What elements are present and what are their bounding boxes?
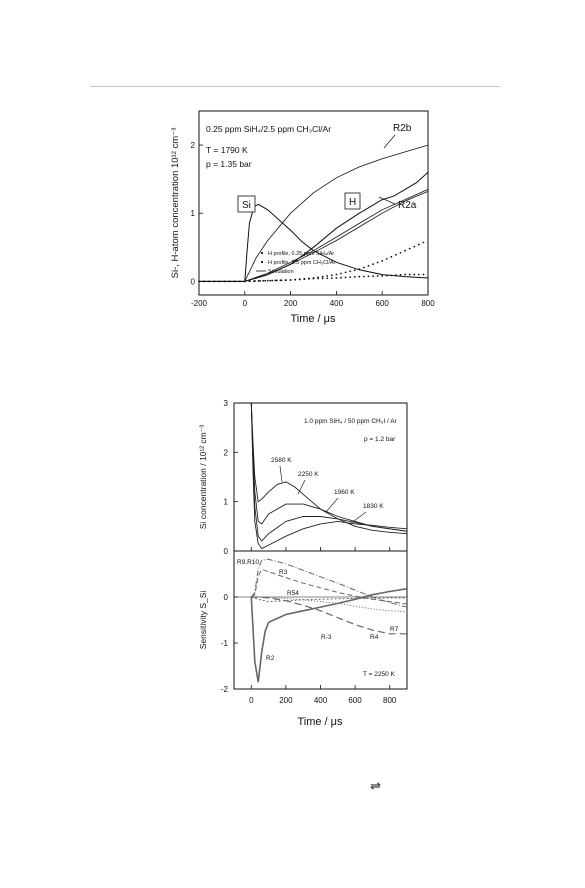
legend-dot-1 [261, 252, 263, 254]
figure-si-sensitivity [188, 392, 418, 738]
sensitivity-r3-line [251, 559, 407, 607]
x-tick-label: 800 [383, 696, 397, 705]
y-tick-label: 1 [190, 209, 195, 219]
data-point [386, 275, 388, 277]
x-tick-label: 400 [313, 696, 328, 705]
data-point [349, 276, 351, 278]
data-point [354, 276, 356, 278]
data-point [303, 278, 305, 280]
data-point [377, 262, 379, 264]
label-1830k: 1830 K [363, 503, 384, 510]
x-tick-label: 0 [242, 299, 248, 308]
data-point [381, 275, 383, 277]
data-point [229, 280, 231, 282]
data-point [390, 274, 392, 276]
bottom-y-tick-label: -1 [220, 639, 228, 648]
legend-entry-2: H profile, 2.5 ppm CH₃Cl/Ar [268, 260, 336, 266]
data-point [322, 276, 324, 278]
y-tick-label: 0 [190, 277, 195, 287]
data-point [377, 275, 379, 277]
data-point [269, 280, 271, 282]
data-point [395, 274, 397, 276]
r2b-pointer [384, 135, 395, 148]
data-point [368, 275, 370, 277]
data-point [313, 277, 315, 279]
top-y-tick-label: 0 [223, 547, 228, 556]
top-y-tick-label: 1 [223, 497, 228, 507]
data-point [368, 265, 370, 267]
top-y-tick-label: 2 [223, 448, 228, 458]
data-point [259, 280, 261, 282]
equilibrium-arrow-symbol: ⇌ [370, 778, 381, 793]
data-point [363, 276, 365, 278]
data-point [336, 277, 338, 279]
top-title: 1.0 ppm SiH₄ / 50 ppm CH₃I / Ar [304, 418, 397, 425]
data-point [271, 280, 273, 282]
data-point [331, 274, 333, 276]
label-h: H [349, 197, 357, 208]
data-point [331, 277, 333, 279]
data-point [285, 279, 287, 281]
y-tick-label: 2 [190, 141, 195, 151]
data-point [409, 248, 411, 250]
data-point [423, 242, 425, 244]
y-axis-label: Si-, H-atom concentration 10¹² cm⁻³ [170, 127, 181, 279]
data-point [409, 274, 411, 276]
data-point [349, 270, 351, 272]
x-tick-label: 200 [279, 696, 293, 705]
y-axis-label-top: Si concentration / 10¹² cm⁻³ [198, 424, 208, 530]
x-tick-label: 200 [283, 299, 298, 308]
data-point [395, 254, 397, 256]
x-tick-label: 400 [329, 299, 344, 308]
data-point [213, 280, 215, 282]
plot-frame [199, 111, 428, 295]
legend [256, 251, 336, 275]
bottom-temperature: T = 2250 K [363, 671, 395, 678]
data-point [224, 280, 226, 282]
label-r2a: R2a [398, 200, 417, 211]
data-point [418, 274, 420, 276]
data-point [308, 277, 310, 279]
top-pressure: p = 1.2 bar [364, 436, 396, 443]
data-point [345, 277, 347, 279]
x-tick-label: -200 [190, 299, 208, 308]
data-point [264, 280, 266, 282]
legend-dot-2 [261, 261, 263, 263]
data-point [404, 274, 406, 276]
data-point [423, 274, 425, 276]
label-2250k: 2250 K [298, 471, 319, 478]
label-r7: R7 [390, 626, 399, 633]
data-point [299, 278, 301, 280]
label-r-3: R-3 [321, 634, 332, 641]
label-si: Si [242, 200, 251, 211]
data-point [262, 280, 264, 282]
data-point [390, 256, 392, 258]
label-2580k: 2580 K [271, 457, 292, 464]
data-point [386, 258, 388, 260]
data-point [345, 271, 347, 273]
data-point [234, 280, 236, 282]
data-point [326, 277, 328, 279]
data-point [198, 280, 200, 282]
data-point [354, 269, 356, 271]
y-axis-label-bottom: Sensitivity S_Si [198, 590, 208, 650]
data-point [249, 280, 251, 282]
x-tick-label: 600 [348, 696, 362, 705]
data-point [218, 280, 220, 282]
annotation-temperature: T = 1790 K [206, 145, 248, 155]
data-point [267, 280, 269, 282]
data-point [340, 273, 342, 275]
data-point [372, 275, 374, 277]
top-plot-frame [234, 403, 407, 551]
data-point [239, 280, 241, 282]
bottom-y-tick-label: 0 [223, 593, 228, 602]
data-point [400, 252, 402, 254]
data-point [372, 263, 374, 265]
data-point [254, 280, 256, 282]
data-point [413, 274, 415, 276]
x-tick-label: 0 [249, 696, 254, 705]
label-r2: R2 [266, 655, 275, 662]
x-axis-label: Time / μs [290, 313, 336, 325]
data-point [290, 279, 292, 281]
data-point [274, 280, 276, 282]
si-profile-line [199, 204, 428, 281]
legend-entry-3: Simulation [268, 269, 294, 275]
data-point [203, 280, 205, 282]
data-point [381, 260, 383, 262]
label-1960k: 1960 K [334, 489, 355, 496]
annotation-pressure: p = 1.35 bar [206, 159, 252, 169]
top-y-tick-label: 3 [223, 399, 228, 408]
data-point [326, 275, 328, 277]
data-point [208, 280, 210, 282]
data-point [340, 277, 342, 279]
data-point [244, 280, 246, 282]
label-r4: R4 [370, 634, 379, 641]
data-point [358, 268, 360, 270]
x-tick-label: 800 [421, 299, 435, 308]
label-r3: R3 [279, 569, 288, 576]
data-point [400, 274, 402, 276]
data-point [363, 267, 365, 269]
header-rule [90, 86, 500, 87]
annotation-mixture: 0.25 ppm SiH₄/2.5 ppm CH₃Cl/Ar [206, 124, 332, 134]
label-r9-r10: R9,R10 [237, 559, 260, 566]
label-r2b: R2b [393, 123, 412, 134]
data-point [317, 276, 319, 278]
data-point [358, 276, 360, 278]
bottom-y-tick-label: -2 [220, 685, 228, 694]
data-point [294, 279, 296, 281]
data-point [280, 279, 282, 281]
x-axis-label-bottom: Time / μs [297, 716, 343, 728]
data-point [413, 246, 415, 248]
label-r54: R54 [287, 590, 299, 597]
data-point [418, 244, 420, 246]
data-point [336, 274, 338, 276]
figure-si-h-concentration [160, 100, 450, 340]
legend-entry-1: H profile, 0.25 ppm SiH₄/Ar [268, 251, 335, 257]
data-point [404, 250, 406, 252]
data-point [322, 277, 324, 279]
x-tick-label: 600 [375, 299, 389, 308]
